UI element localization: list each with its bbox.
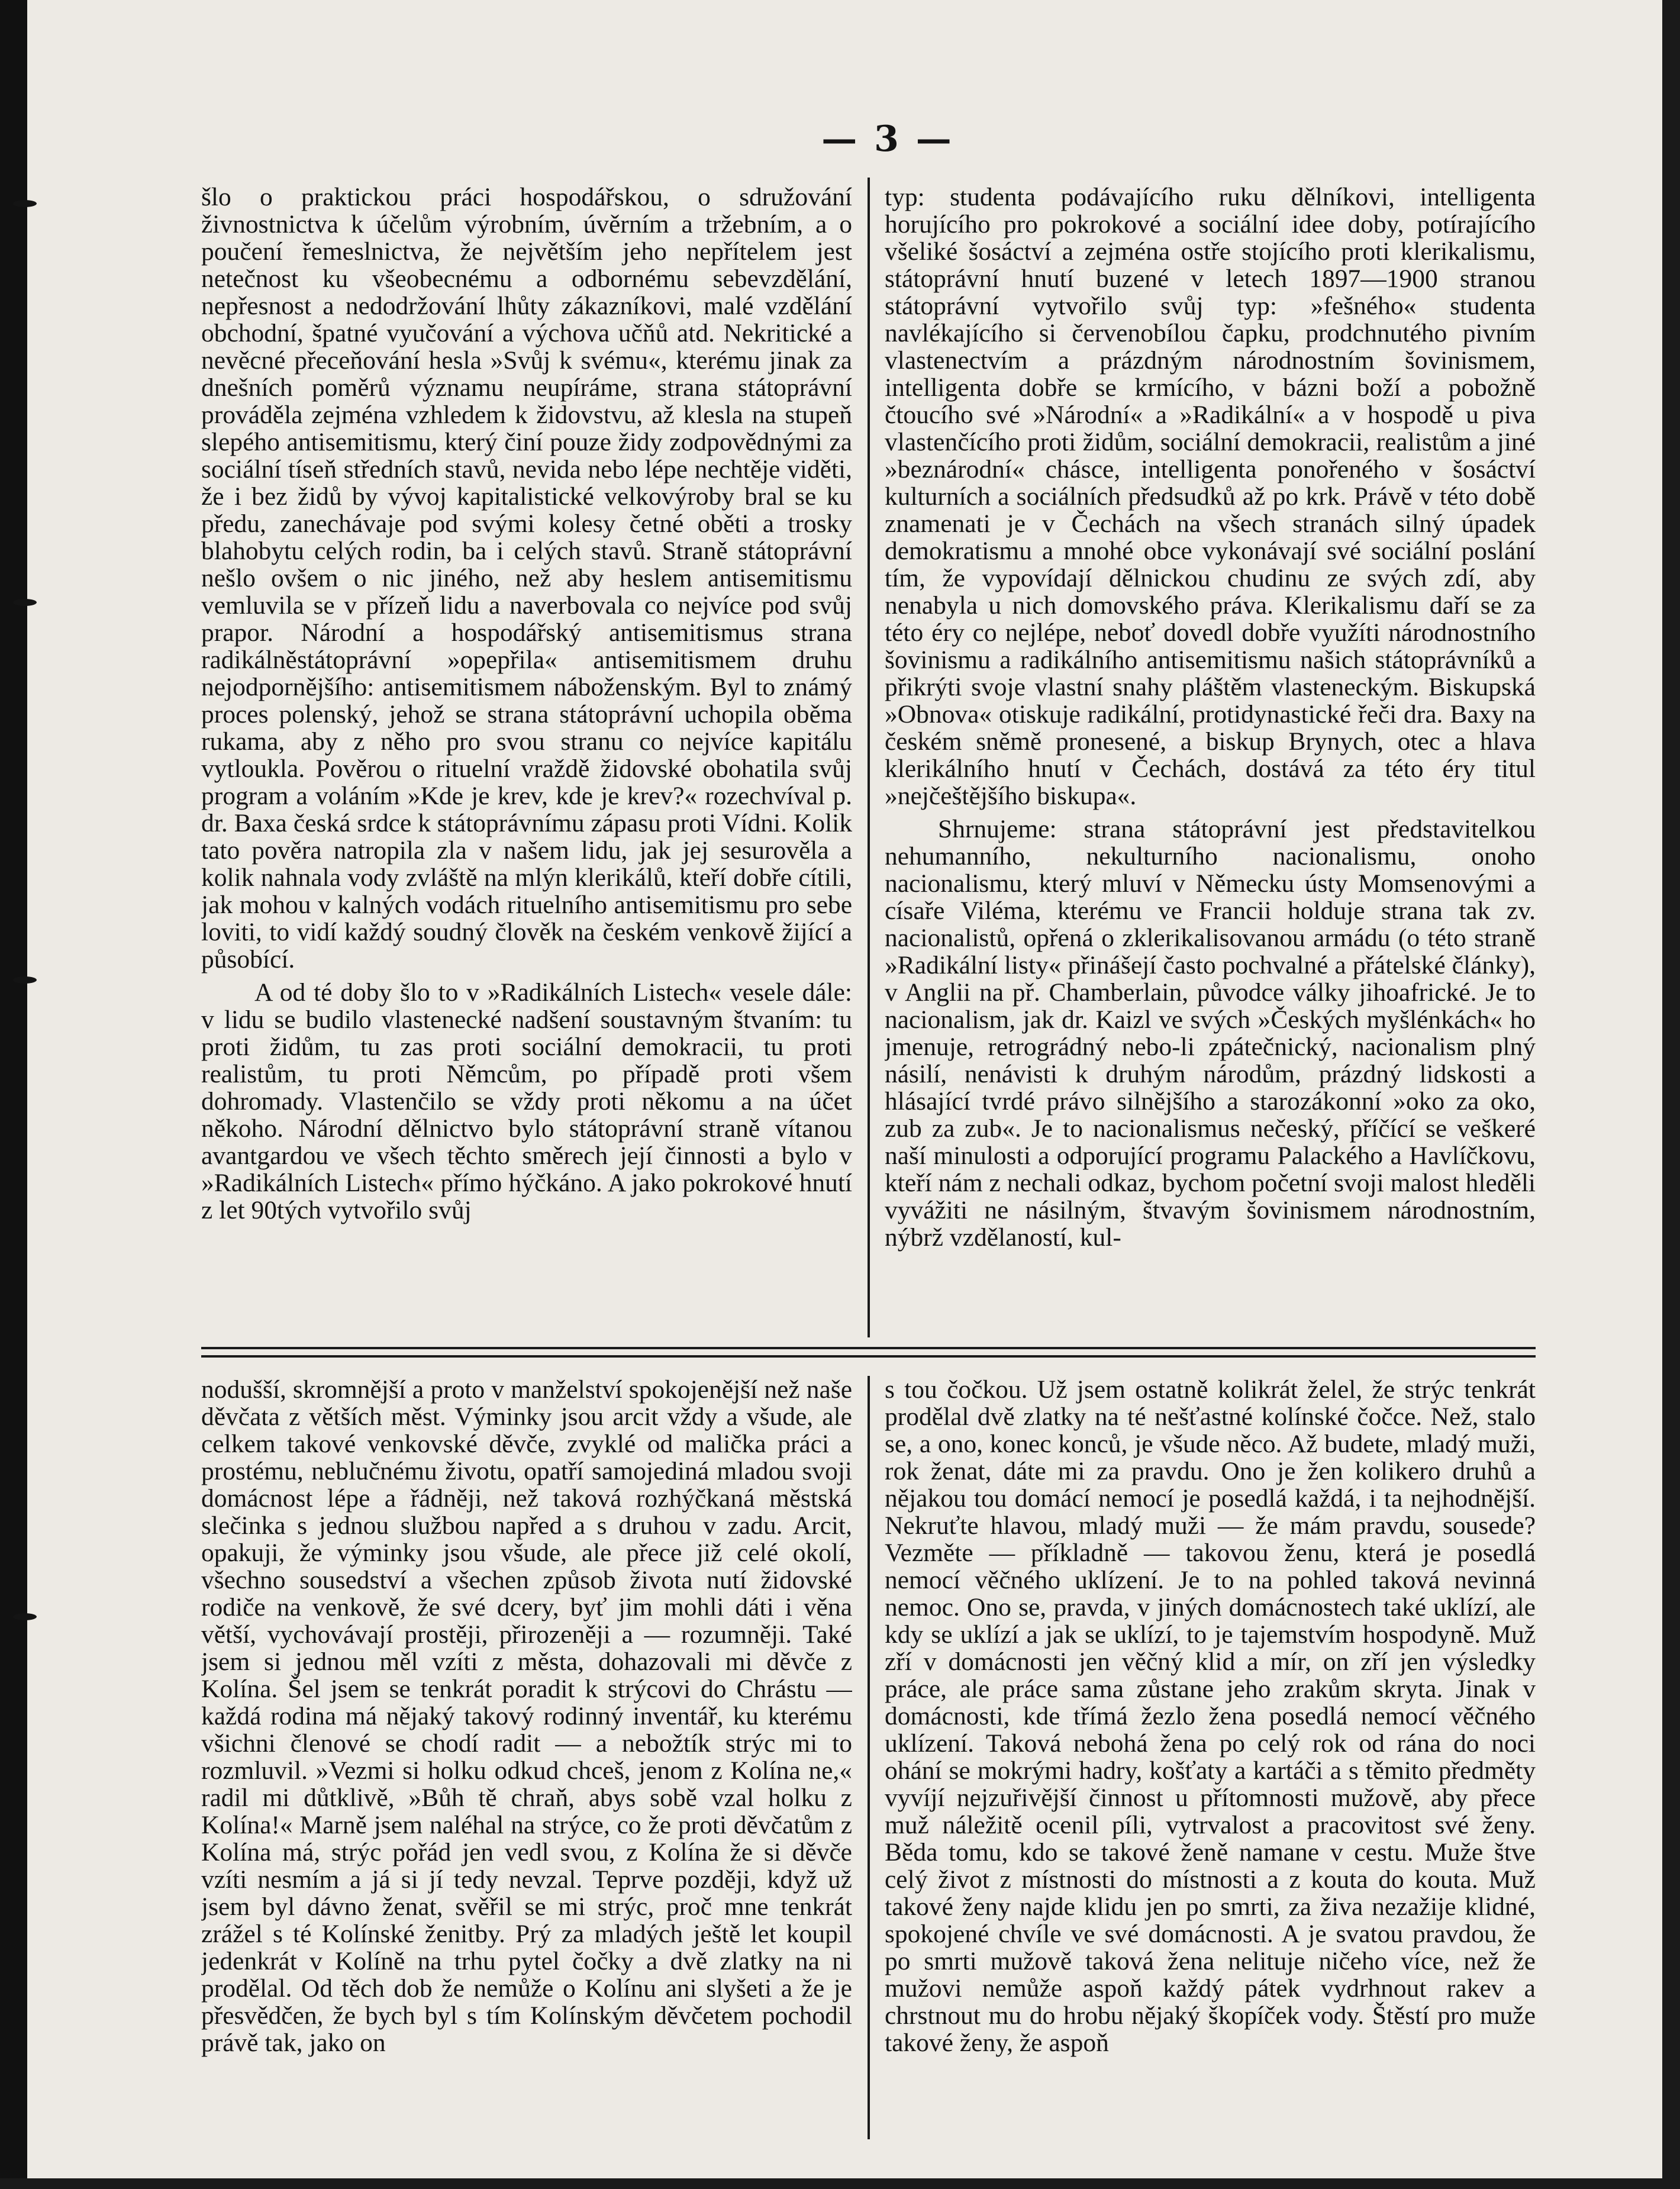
paragraph: typ: studenta podávajícího ruku dělníkovi, intelligenta horujícího pro pokrokové a sociální idee doby, potírajícího všeliké šosáctví a zejména ostře stojícího proti klerikalismu, státoprávní hnutí buzené v letech 1897—1900 stranou státoprávní vytvořilo svůj typ: »fešného« studenta navlékajícího si červenobílou čapku, prodchnutého pivním vlastenectvím a prázdným národnostním šovinismem, intelligenta dobře se krmícího, v bázni boží a pobožně čtoucího své »Národní« a »Radikální« a v hospodě u piva vlastenčícího proti židům, sociální demokracii, realistům a jiné »beznárodní« chásce, intelligenta ponořeného v šosáctví kulturních a sociálních předsudků až po krk. Právě v této době znamenati je v Čechách na všech stranách silný úpadek demokratismu a mnohé obce vykonávají své sociální poslání tím, že vypovídají dělnickou chudinu ze svých zdí, aby nenabyla u nich domovského práva. Klerikalismu daří se za této éry co nejlépe, neboť dovedl dobře využíti národnostního šovinismu a radikálního antisemitismu našich státoprávníků a přikrýti svoje vlastní snahy pláštěm vlasteneckým. Biskupská »Obnova« otiskuje radikální, protidynastické řeči dra. Baxy na českém sněmě pronesené, a biskup Brynych, otec a hlava klerikálního hnutí v Čechách, dostává za této éry titul »nejčeštějšího biskupa«. (885, 183, 1536, 810)
binding-hole-mark (13, 599, 37, 606)
binding-hole-mark (13, 200, 37, 207)
page-number: — 3 — (821, 118, 954, 160)
paragraph: šlo o praktickou práci hospodářskou, o sdružování živnostnictva k účelům výrobním, úvěrním a tržebním, a o poučení řemeslnictva, že největším jeho nepřítelem jest netečnost ku všeobecnému a odbornému sebevzdělání, nepřesnost a nedodržování lhůty zákazníkovi, malé vzdělání obchodní, špatné vyučování a výchova učňů atd. Nekritické a nevěcné přeceňování hesla »Svůj k svému«, kterému jinak za dnešních poměrů významu neupíráme, strana státoprávní prováděla zejména vzhledem k židovstvu, až klesla na stupeň slepého antisemitismu, který činí pouze židy zodpovědnými za sociální tíseň středních stavů, nevida nebo lépe nechtěje viděti, že i bez židů by vývoj kapitalistické velkovýroby bral se ku předu, zanechávaje pod svými kolesy četné oběti a trosky blahobytu celých rodin, ba i celých stavů. Straně státoprávní nešlo ovšem o nic jiného, než aby heslem antisemitismu vemluvila se v přízeň lidu a naverbovala co nejvíce pod svůj prapor. Národní a hospodářský antisemitismus strana radikálněstátoprávní »opepřila« antisemitismem druhu nejodpornějšího: antisemitismem náboženským. Byl to známý proces polenský, jehož se strana státoprávní uchopila oběma rukama, aby z něho pro svou stranu co nejvíce kapitálu vytloukla. Pověrou o rituelní vraždě židovské obohatila svůj program a voláním »Kde je krev, kde je krev?« rozechvíval p. dr. Baxa česká srdce k státoprávnímu zápasu proti Vídni. Kolik tato pověra natropila zla v našem lidu, jak jej sesurověla a kolik nahnala vody zvláště na mlýn klerikálů, kteří dobře cítili, jak mohou v kalných vodách rituelního antisemitismu pro sebe loviti, to vidí každý soudný člověk na českém venkově žijící a působící. (201, 183, 852, 973)
column-divider-bottom (868, 1376, 870, 2139)
article-column-upper-right (885, 183, 1536, 1373)
paragraph: nodušší, skromnější a proto v manželství spokojenější než naše děvčata z větších měst. Výminky jsou arcit vždy a všude, ale celkem takové venkovské děvče, zvyklé od malička práci a prostému, neblučnému životu, opatří samojediná mladou svoji domácnost lépe a řádněji, než taková rozhýčkaná městská slečinka s jednou službou napřed a s druhou v zadu. Arcit, opakuji, že výminky jsou všude, ale přece již celé okolí, všechno sousedství a všechen způsob života nutí židovské rodiče na venkově, že své dcery, byť jim mohli dáti i věna větší, vychovávají prostěji, přirozeněji a — rozumněji. Také jsem si jednou měl vzíti z města, dohazovali mi děvče z Kolína. Šel jsem se tenkrát poradit k strýcovi do Chrástu — každá rodina má nějaký takový rodinný inventář, ku kterému všichni členové se chodí radit — a nebožtík strýc mi to rozmluvil. »Vezmi si holku odkud chceš, jenom z Kolína ne,« radil mi důtklivě, »Bůh tě chraň, abys sobě vzal holku z Kolína!« Marně jsem naléhal na strýce, co že proti děvčatům z Kolína má, strýc pořád jen vedl svou, z Kolína že si děvče vzíti nesmím a já si jí tedy nevzal. Teprve později, když už jsem byl dávno ženat, svěřil se mi strýc, proč mne tenkrát zrážel s té Kolínské ženitby. Prý za mladých ještě let koupil jedenkrát v Kolíně na trhu pytel čočky a dvě zlatky na ni prodělal. Od těch dob že nemůže o Kolínu ani slyšeti a že je přesvědčen, že bych byl s tím Kolínským děvčetem pochodil právě tak, jako on (201, 1376, 852, 2057)
paragraph: s tou čočkou. Už jsem ostatně kolikrát želel, že strýc tenkrát prodělal dvě zlatky na té nešťastné kolínské čočce. Než, stalo se, a ono, konec konců, je všude něco. Až budete, mladý muži, rok ženat, dáte mi za pravdu. Ono je žen kolikero druhů a nějakou tou domácí nemocí je posedlá každá, i ta nejhodnější. Nekruťte hlavou, mladý muži — že mám pravdu, sousede? Vezměte — příkladně — takovou ženu, která je posedlá nemocí věčného uklízení. Je to na pohled taková nevinná nemoc. Ono se, pravda, v jiných domácnostech také uklízí, ale kdy se uklízí a jak se uklízí, to je tajemstvím hospodyně. Muž zří v domácnosti jen věčný klid a mír, on zří jen výsledky práce, ale práce sama zůstane jeho zrakům skryta. Jinak v domácnosti, kde třímá žezlo žena posedlá nemocí věčného uklízení. Taková nebohá žena po celý rok od rána do noci ohání se mokrými hadry, košťaty a kartáči a s těmito předměty vyvíjí nejzuřivější činnost u přítomnosti mužově, aby přece muž náležitě ocenil píli, vytrvalost a pracovitost své ženy. Běda tomu, kdo se takové ženě namane v cestu. Muže štve celý život z místnosti do místnosti a z kouta do kouta. Muž takové ženy najde klidu jen po smrti, za živa nezažije klidné, spokojené chvíle ve své domácnosti. A je svatou pravdou, že po smrti mužově taková žena nelituje ničeho více, než že mužovi nemůže aspoň každý pátek vydrhnout rakev a chrstnout mu do hrobu nějaký škopíček vody. Štěstí pro muže takové ženy, že aspoň (885, 1376, 1536, 2057)
binding-hole-mark (13, 976, 37, 984)
column-divider-top (868, 178, 870, 1337)
feuilleton-column-left (201, 1376, 852, 2148)
feuilleton-column-right (885, 1376, 1536, 2148)
paragraph: Shrnujeme: strana státoprávní jest představitelkou nehumanního, nekulturního nacionalismu, onoho nacionalismu, který mluví v Německu ústy Momsenovými a císaře Viléma, kterému ve Francii holduje strana tak zv. nacionalistů, opřená o zklerikalisovanou armádu (o této straně »Radikální listy« přinášejí často pochvalné a přátelské články), v Anglii na př. Chamberlain, původce války jihoafrické. Je to nacionalism, jak dr. Kaizl ve svých »Českých myšlénkách« ho jmenuje, retrográdný nebo-li zpátečnický, nacionalism plný násilí, nenávisti k druhým národům, prázdný lidskosti a hlásající tvrdé právo silnějšího a starozákonní »oko za oko, zub za zub«. Je to nacionalismus nečeský, příčící se veškeré naší minulosti a odporující programu Palackého a Havlíčkovu, kteří nám z nechali odkaz, bychom početní svoji malost hleděli vyvážiti ne násilným, štvavým šovinismem národnostním, nýbrž vzdělaností, kul- (885, 815, 1536, 1252)
scan-border-right (1662, 0, 1680, 2189)
article-column-upper-left (201, 183, 852, 1373)
scan-border-bottom (0, 2178, 1680, 2189)
scan-border-left (0, 0, 27, 2189)
paragraph: A od té doby šlo to v »Radikálních Listech« vesele dále: v lidu se budilo vlastenecké nadšení soustavným štvaním: tu proti židům, tu zas proti sociální demokracii, tu proti realistům, tu proti Němcům, po případě proti všem dohromady. Vlastenčilo se vždy proti někomu a na účet někoho. Národní dělnictvo bylo státoprávní straně vítanou avantgardou ve všech těchto směrech její činnosti a bylo v »Radikálních Listech« přímo hýčkáno. A jako pokrokové hnutí z let 90tých vytvořilo svůj (201, 978, 852, 1224)
binding-hole-mark (13, 1613, 37, 1620)
